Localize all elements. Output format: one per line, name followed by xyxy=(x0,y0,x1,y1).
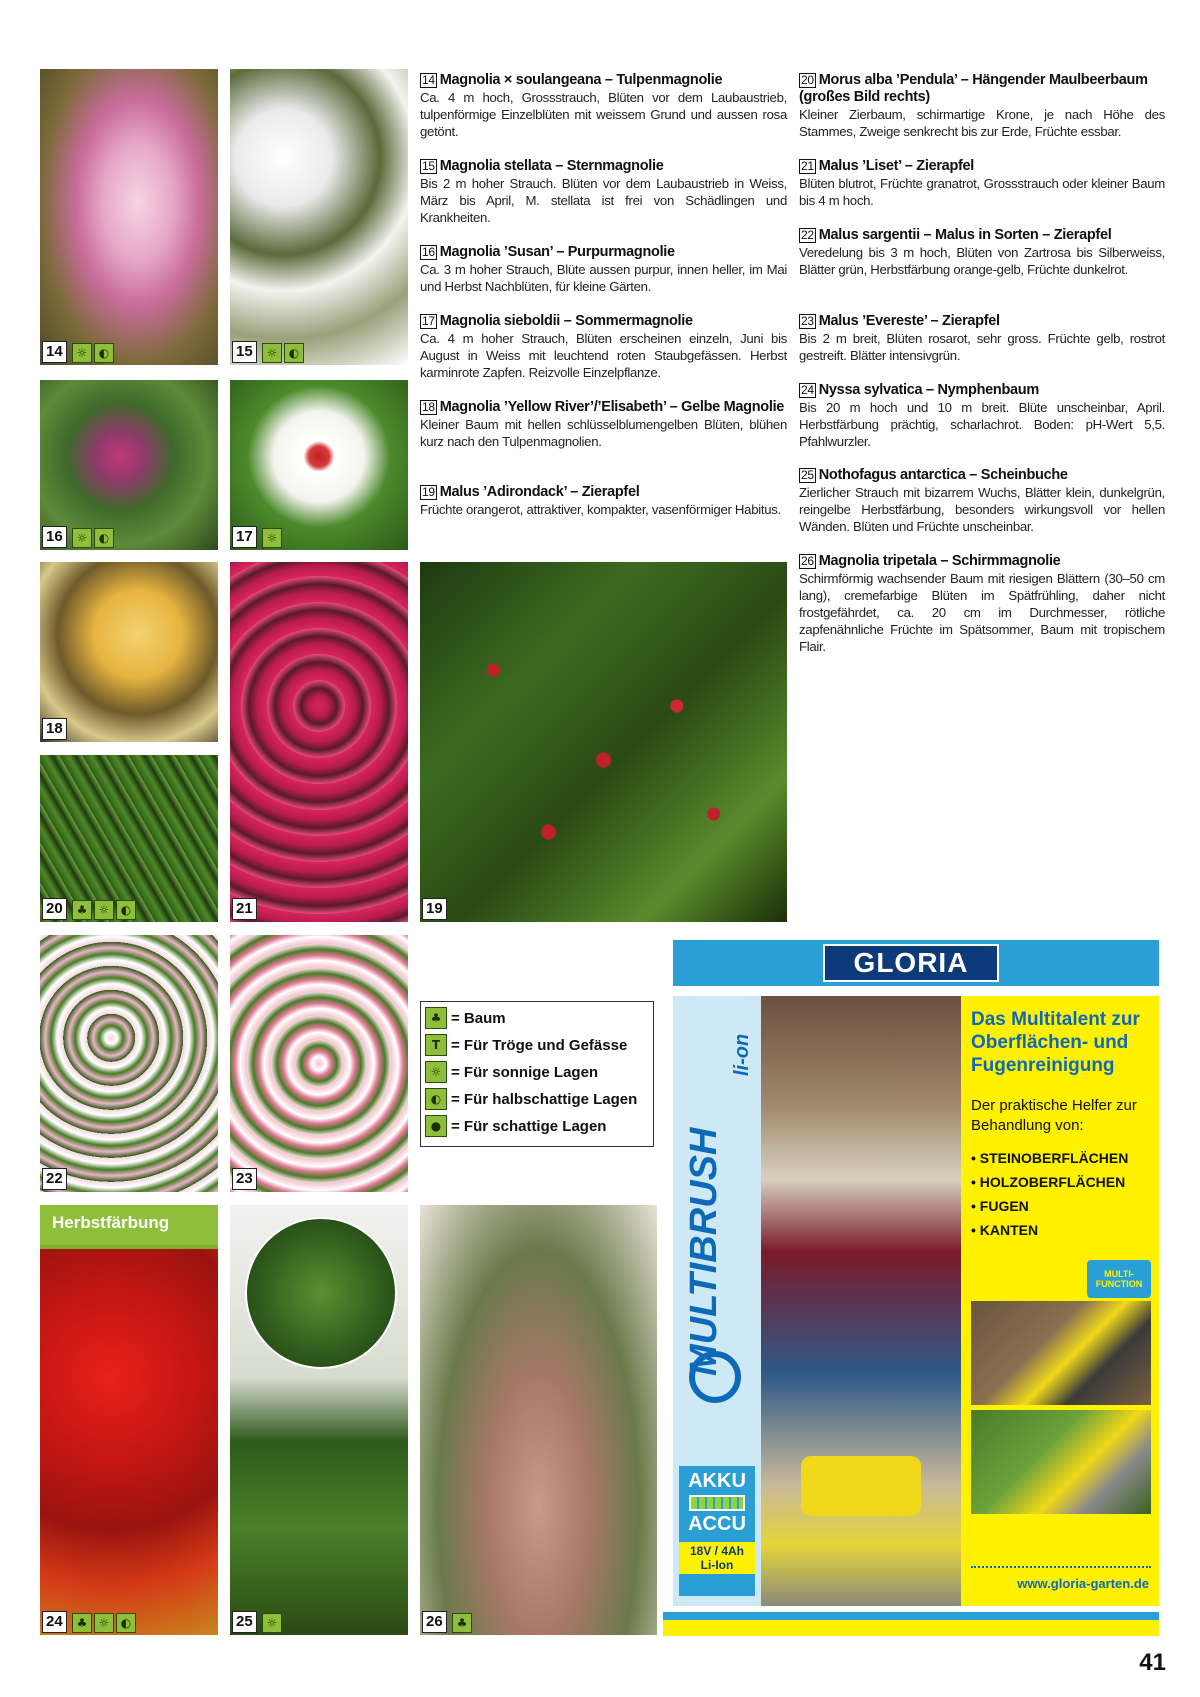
photo-19-malus-adirondack xyxy=(420,562,787,922)
photo-number: 14 xyxy=(42,341,67,363)
ad-intro: Der praktische Helfer zur Behandlung von: xyxy=(971,1097,1137,1134)
photo-17-magnolia-sieboldii xyxy=(230,380,408,550)
bullet-item: • HOLZOBERFLÄCHEN xyxy=(971,1174,1126,1190)
photo-22-malus-sargentii xyxy=(40,935,218,1192)
photo-number: 18 xyxy=(42,718,67,740)
entry-number: 17 xyxy=(422,314,435,328)
multibrush-logo xyxy=(683,1128,726,1376)
legend-row-sonnig xyxy=(425,1061,653,1083)
half-shade-icon: ◐ xyxy=(116,1613,136,1633)
entry-text: Veredelung bis 3 m hoch, Blüten von Zartrosa bis Silberweiss, Blätter grün, Herbstfärbung orange-gelb, Früchte dunkelrot. xyxy=(799,245,1165,277)
inset-circle-photo xyxy=(245,1217,397,1369)
gloria-advertisement[interactable] xyxy=(673,940,1159,1630)
entry-title: Malus ’Liset’ – Zierapfel xyxy=(818,158,975,174)
entry-text: Bis 20 m hoch und 10 m breit. Blüte unscheinbar, April. Herbstfärbung prächtig, scharlachrot. Boden: pH-Wert 5,5. Pfahlwurzler. xyxy=(799,400,1165,449)
entry-text: Ca. 4 m hoher Strauch, Blüten erscheinen einzeln, Juni bis August in Weiss mit leuchtend roten Staubgefässen. Herbst karminrote Zapfen. Reizvolle Einzelpflanze. xyxy=(420,331,787,380)
ad-main-photo xyxy=(761,996,961,1606)
entry-text: Kleiner Zierbaum, schirmartige Krone, je nach Höhe des Stammes, Zweige senkrecht bis zur Erde, Früchte essbar. xyxy=(799,107,1165,139)
sun-icon: ☼ xyxy=(72,528,92,548)
dotted-divider xyxy=(971,1566,1151,1568)
photo-number: 16 xyxy=(42,526,67,548)
product-sub: li-on xyxy=(731,1033,753,1076)
entry-title: Malus ’Adirondack’ – Zierapfel xyxy=(439,484,640,500)
product-name: MULTIBRUSH xyxy=(683,1127,725,1376)
entry-23 xyxy=(799,313,1165,364)
entry-title: Magnolia × soulangeana – Tulpenmagnolie xyxy=(439,72,723,88)
bullet-item: • FUGEN xyxy=(971,1198,1029,1214)
legend-row-baum xyxy=(425,1007,653,1029)
entry-number: 22 xyxy=(801,228,814,242)
ad-header-bar xyxy=(673,940,1159,986)
entry-title: Morus alba ’Pendula’ – Hängender Maulbeerbaum (großes Bild rechts) xyxy=(799,72,1148,105)
entry-25 xyxy=(799,467,1165,535)
photo-16-magnolia-susan xyxy=(40,380,218,550)
half-shade-icon: ◐ xyxy=(94,528,114,548)
legend-label: = Für schattige Lagen xyxy=(451,1117,607,1135)
photo-number: 23 xyxy=(232,1168,257,1190)
battery-icon xyxy=(689,1495,745,1511)
page-number: 41 xyxy=(1139,1649,1166,1676)
photo-26-magnolia-tripetala xyxy=(420,1205,657,1635)
ad-bottom-stripe-blue xyxy=(663,1612,1159,1620)
entry-text: Zierlicher Strauch mit bizarrem Wuchs, Blätter klein, dunkelgrün, reingelbe Herbstfärbung, besonders wirkungsvoll vor hellen Wänden. Blüten und Früchte unscheinbar. xyxy=(799,485,1165,534)
entry-text: Blüten blutrot, Früchte granatrot, Grossstrauch oder kleiner Baum bis 4 m hoch. xyxy=(799,176,1165,208)
ad-url-link[interactable]: www.gloria-garten.de xyxy=(1017,1576,1149,1591)
photo-20-morus-alba-pendula xyxy=(40,755,218,922)
photo-15-magnolia-stellata xyxy=(230,69,408,365)
entry-title: Magnolia sieboldii – Sommermagnolie xyxy=(439,313,693,329)
entry-title: Magnolia ’Susan’ – Purpurmagnolie xyxy=(439,244,675,260)
entry-number: 21 xyxy=(801,159,814,173)
entry-title: Malus sargentii – Malus in Sorten – Zierapfel xyxy=(818,227,1112,243)
tree-icon: ♣ xyxy=(72,1613,92,1633)
half-shade-icon: ◐ xyxy=(94,343,114,363)
entry-text: Ca. 4 m hoch, Grossstrauch, Blüten vor dem Laubaustrieb, tulpenförmige Einzelblüten mit weissem Grund und aussen rosa getönt. xyxy=(420,90,787,139)
entry-15 xyxy=(420,158,787,226)
photo-number: 17 xyxy=(232,526,257,548)
ad-bottom-stripe-yellow xyxy=(663,1620,1159,1636)
entry-title: Magnolia ’Yellow River’/’Elisabeth’ – Gelbe Magnolie xyxy=(439,399,785,415)
product-band xyxy=(673,996,761,1606)
legend-row-troege xyxy=(425,1034,653,1056)
entry-19 xyxy=(420,484,787,518)
entry-text: Bis 2 m breit, Blüten rosarot, sehr gross. Früchte gelb, rostrot gestreift. Blätter intensivgrün. xyxy=(799,331,1165,363)
sun-icon: ☼ xyxy=(262,1613,282,1633)
entry-text: Früchte orangerot, attraktiver, kompakter, vasenförmiger Habitus. xyxy=(420,502,781,517)
sun-icon: ☼ xyxy=(262,343,282,363)
photo-14-magnolia-soulangeana xyxy=(40,69,218,365)
entry-18 xyxy=(420,399,787,450)
entry-title: Nyssa sylvatica – Nymphenbaum xyxy=(818,382,1039,398)
entry-21 xyxy=(799,158,1165,209)
entry-number: 15 xyxy=(422,159,435,173)
entry-title: Malus ’Evereste’ – Zierapfel xyxy=(818,313,1000,329)
entry-number: 20 xyxy=(801,73,814,87)
photo-number: 26 xyxy=(422,1611,447,1633)
entry-number: 26 xyxy=(801,554,814,568)
akku-spec: 18V / 4Ah xyxy=(689,1544,745,1558)
photo-number: 20 xyxy=(42,898,67,920)
photo-number: 21 xyxy=(232,898,257,920)
shade-icon: ● xyxy=(425,1115,447,1137)
ad-headline: Das Multitalent zur Oberflächen- und Fugenreinigung xyxy=(971,1009,1140,1076)
entry-number: 24 xyxy=(801,383,814,397)
legend-label: = Baum xyxy=(451,1009,506,1027)
entry-text: Kleiner Baum mit hellen schlüsselblumengelben Blüten, blühen kurz nach den Tulpenmagnolien. xyxy=(420,417,787,449)
entry-17 xyxy=(420,313,787,381)
photo-number: 25 xyxy=(232,1611,257,1633)
akku-spec-box xyxy=(679,1542,755,1574)
tree-icon: ♣ xyxy=(72,900,92,920)
brush-tool-head xyxy=(801,1456,921,1516)
photo-number: 15 xyxy=(232,341,257,363)
legend-row-schattig xyxy=(425,1115,653,1137)
bullet-text: KANTEN xyxy=(979,1222,1039,1238)
entry-text: Bis 2 m hoher Strauch. Blüten vor dem Laubaustrieb in Weiss, März bis April, M. stellata ist frei von Schädlingen und Krankheiten. xyxy=(420,176,787,225)
bullet-text: HOLZOBERFLÄCHEN xyxy=(979,1174,1126,1190)
half-shade-icon: ◐ xyxy=(425,1088,447,1110)
akku-type: Li-Ion xyxy=(700,1558,734,1572)
entry-number: 19 xyxy=(422,485,435,499)
ad-bullet-list xyxy=(971,1146,1128,1242)
entry-26 xyxy=(799,553,1165,655)
half-shade-icon: ◐ xyxy=(116,900,136,920)
multi-function-badge xyxy=(1085,1258,1153,1300)
entry-number: 23 xyxy=(801,314,814,328)
bullet-text: STEINOBERFLÄCHEN xyxy=(979,1150,1129,1166)
detail-photo-edger xyxy=(971,1410,1151,1514)
entry-number: 25 xyxy=(801,468,814,482)
product-sub-label xyxy=(731,1034,754,1076)
sun-icon: ☼ xyxy=(94,1613,114,1633)
t-icon: T xyxy=(425,1034,447,1056)
symbol-legend xyxy=(420,1001,654,1147)
entry-14 xyxy=(420,72,787,140)
entry-title: Magnolia stellata – Sternmagnolie xyxy=(439,158,664,174)
photo-number: 24 xyxy=(42,1611,67,1633)
photo-23-malus-evereste xyxy=(230,935,408,1192)
half-shade-icon: ◐ xyxy=(284,343,304,363)
gloria-logo xyxy=(823,944,999,982)
photo-21-malus-liset xyxy=(230,562,408,922)
sun-icon: ☼ xyxy=(425,1061,447,1083)
photo-number: 22 xyxy=(42,1168,67,1190)
entry-22 xyxy=(799,227,1165,278)
entry-20 xyxy=(799,72,1165,140)
tree-icon: ♣ xyxy=(452,1613,472,1633)
legend-label: = Für sonnige Lagen xyxy=(451,1063,599,1081)
entry-24 xyxy=(799,382,1165,450)
legend-label: = Für Tröge und Gefässe xyxy=(451,1036,628,1054)
photo-number: 19 xyxy=(422,898,447,920)
photo-25-nothofagus-antarctica xyxy=(230,1205,408,1635)
sun-icon: ☼ xyxy=(262,528,282,548)
entry-title: Nothofagus antarctica – Scheinbuche xyxy=(818,467,1068,483)
legend-row-halbschattig xyxy=(425,1088,653,1110)
sun-icon: ☼ xyxy=(94,900,114,920)
bullet-item: • STEINOBERFLÄCHEN xyxy=(971,1150,1129,1166)
akku-label: AKKU xyxy=(688,1470,746,1492)
gloria-logo-text: GLORIA xyxy=(853,947,969,978)
entry-number: 18 xyxy=(422,400,435,414)
entry-number: 14 xyxy=(422,73,435,87)
entry-16 xyxy=(420,244,787,295)
entry-text: Schirmförmig wachsender Baum mit riesigen Blättern (30–50 cm lang), cremefarbige Blüten im Spätfrühling, daher nicht frostgefährdet, ca. 20 cm im Durchmesser, rötliche zapfenähnliche Früchte im Spätsommer, Baum mit tropischem Flair. xyxy=(799,571,1165,654)
bullet-text: FUGEN xyxy=(979,1198,1029,1214)
swirl-logo-icon xyxy=(689,1351,741,1403)
entry-number: 16 xyxy=(422,245,435,259)
detail-photo-brush xyxy=(971,1301,1151,1405)
accu-label: ACCU xyxy=(688,1513,746,1535)
akku-badge xyxy=(679,1466,755,1596)
entry-text: Ca. 3 m hoher Strauch, Blüte aussen purpur, innen heller, im Mai und Herbst Nachblüten, für kleine Gärten. xyxy=(420,262,787,294)
sun-icon: ☼ xyxy=(72,343,92,363)
photo-18-magnolia-yellow-river xyxy=(40,562,218,742)
herbstfarbung-label: Herbstfärbung xyxy=(52,1213,170,1232)
bullet-item: • KANTEN xyxy=(971,1222,1039,1238)
ad-text-panel xyxy=(961,996,1159,1606)
tree-icon: ♣ xyxy=(425,1007,447,1029)
photo-24-nyssa-sylvatica xyxy=(40,1205,218,1635)
entry-title: Magnolia tripetala – Schirmmagnolie xyxy=(818,553,1061,569)
badge-text: MULTI-FUNCTION xyxy=(1095,1269,1143,1289)
legend-label: = Für halbschattige Lagen xyxy=(451,1090,638,1108)
